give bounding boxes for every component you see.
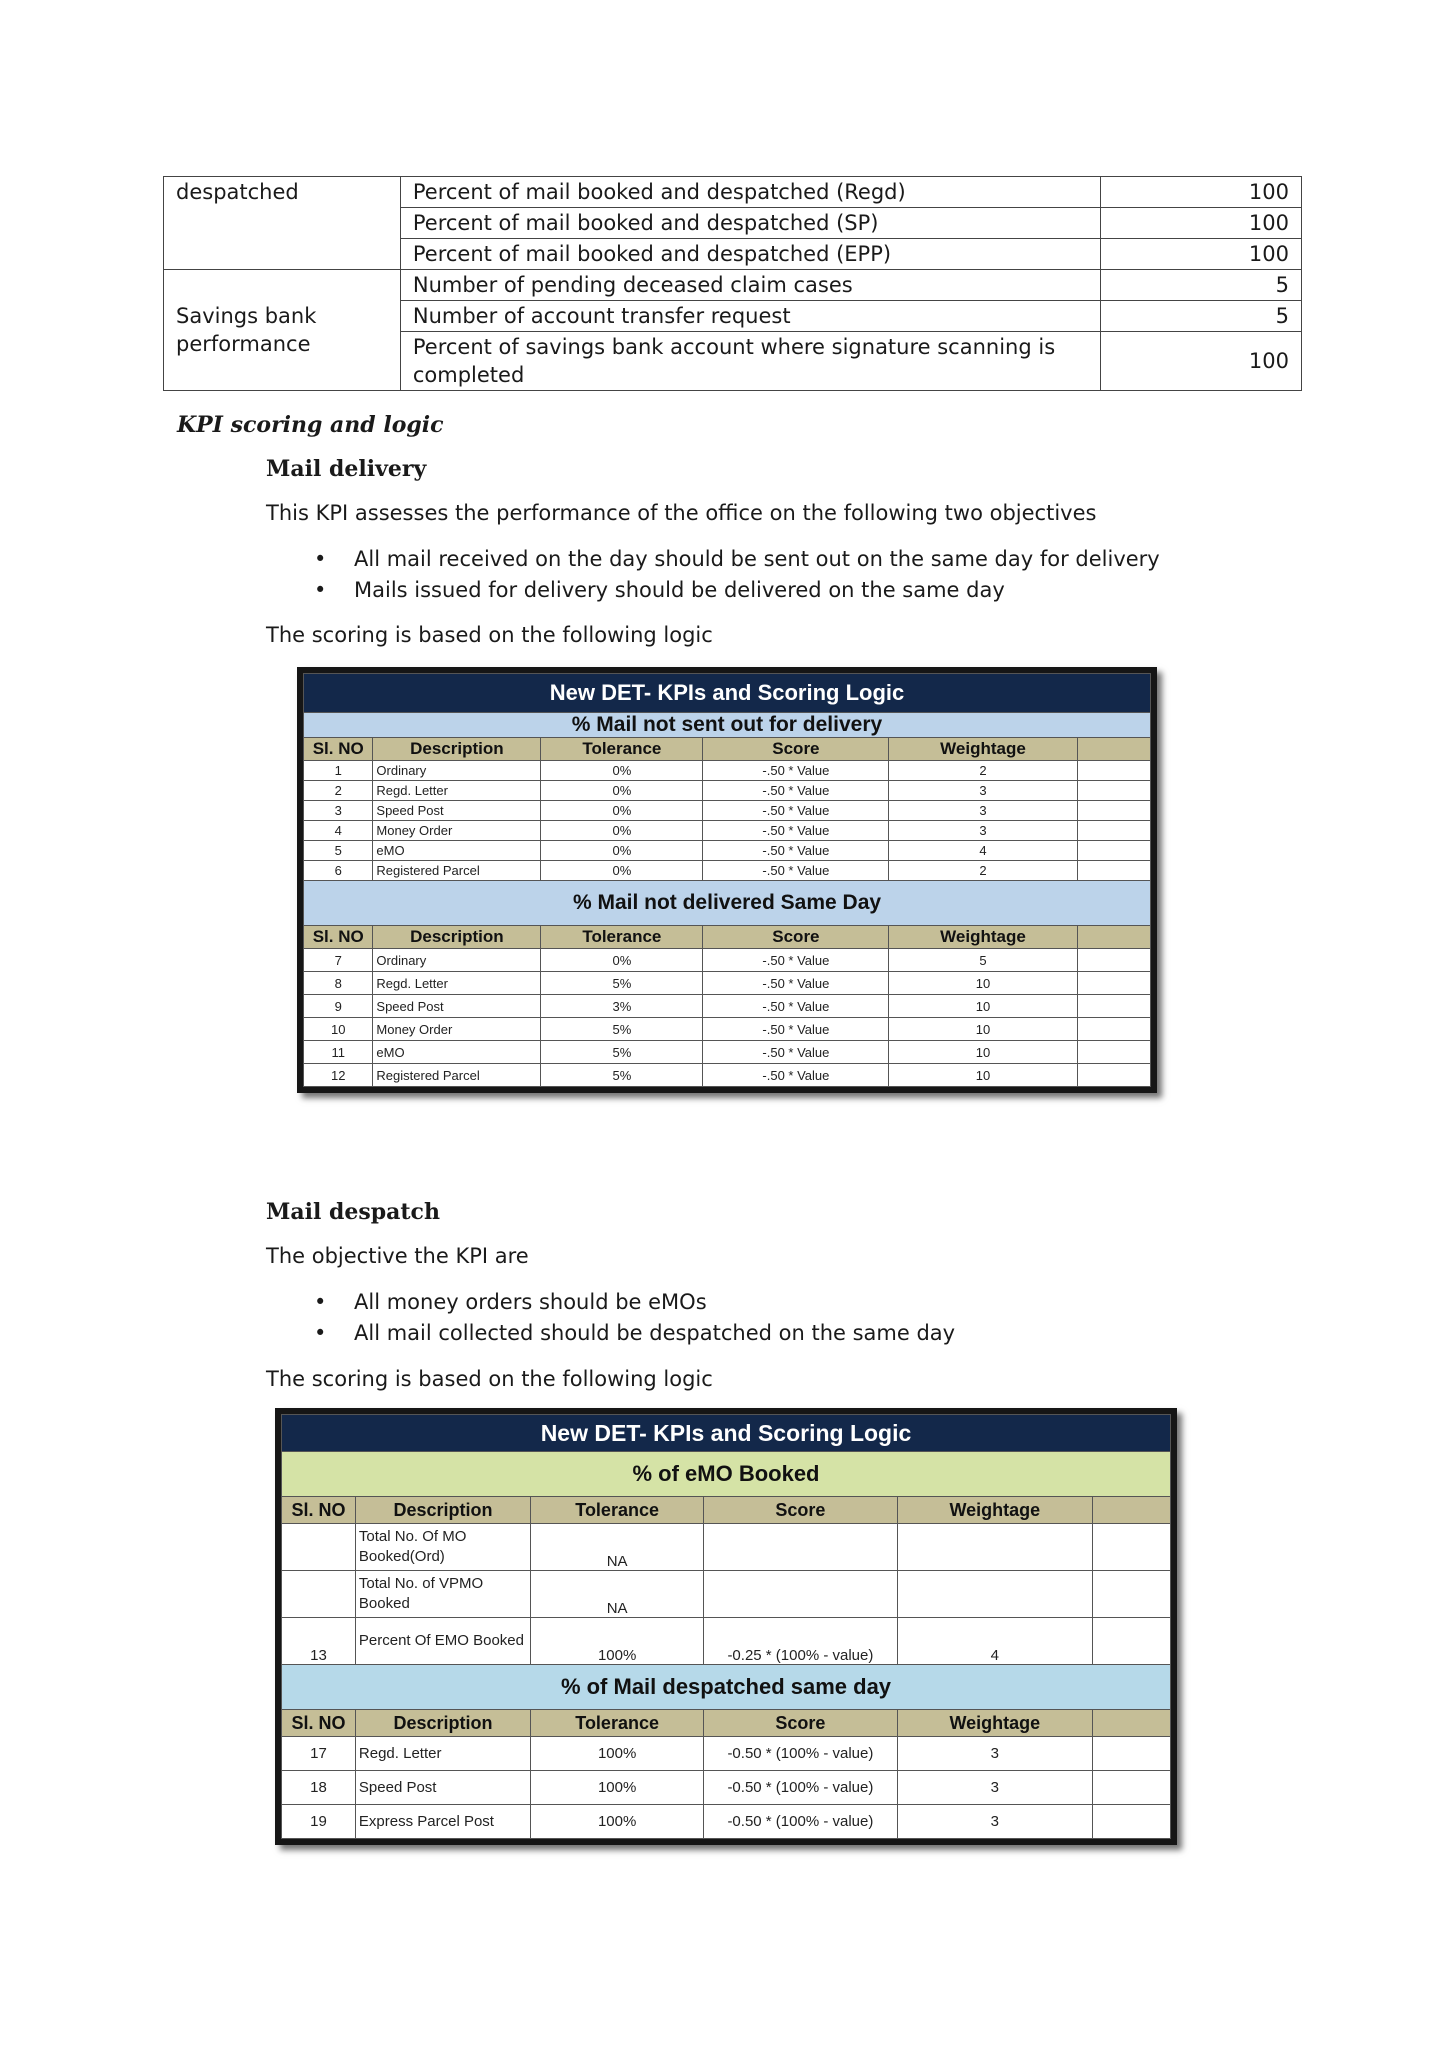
empty-cell (1093, 1524, 1171, 1571)
metric-cell: Percent of mail booked and despatched (SP) (400, 208, 1100, 239)
section-title: % of eMO Booked (282, 1452, 1171, 1497)
empty-cell (1093, 1771, 1171, 1805)
tolerance-cell: NA (531, 1524, 704, 1571)
mail-despatch-scoring-figure (275, 1408, 1177, 1845)
bullet-icon: • (314, 547, 327, 571)
description-cell: Registered Parcel (373, 861, 541, 881)
section-title: % of Mail despatched same day (282, 1665, 1171, 1710)
score-cell: -0.50 * (100% - value) (704, 1737, 897, 1771)
metric-cell: Number of pending deceased claim cases (400, 270, 1100, 301)
bullet-icon: • (314, 1321, 327, 1345)
category-cell: Savings bank performance (164, 270, 401, 391)
tolerance-cell: 0% (541, 841, 703, 861)
description-cell: Money Order (373, 821, 541, 841)
score-cell (704, 1571, 897, 1618)
mail-delivery-title: Mail delivery (266, 456, 427, 482)
value-cell: 100 (1100, 239, 1301, 270)
mail-despatch-intro: The objective the KPI are (266, 1244, 529, 1268)
weightage-cell: 3 (889, 821, 1077, 841)
table-row (304, 995, 1151, 1018)
column-header: Score (704, 1710, 897, 1737)
score-cell: -.50 * Value (703, 841, 889, 861)
column-header: Score (703, 738, 889, 761)
tolerance-cell: 5% (541, 1064, 703, 1087)
column-header: Weightage (897, 1497, 1092, 1524)
empty-cell (1077, 949, 1150, 972)
column-header: Weightage (889, 926, 1077, 949)
column-header: Sl. NO (304, 738, 373, 761)
tolerance-cell: 0% (541, 821, 703, 841)
column-header: Tolerance (531, 1497, 704, 1524)
empty-cell (1093, 1805, 1171, 1839)
empty-cell (1077, 841, 1150, 861)
table-row (304, 1064, 1151, 1087)
mail-delivery-scoring-figure (297, 667, 1157, 1093)
column-header: Description (373, 926, 541, 949)
score-cell: -.50 * Value (703, 861, 889, 881)
sl-no-cell: 10 (304, 1018, 373, 1041)
empty-header (1093, 1710, 1171, 1737)
weightage-cell: 10 (889, 995, 1077, 1018)
list-item (314, 1290, 707, 1314)
score-cell: -.50 * Value (703, 801, 889, 821)
sl-no-cell: 11 (304, 1041, 373, 1064)
sl-no-cell: 1 (304, 761, 373, 781)
sl-no-cell: 9 (304, 995, 373, 1018)
empty-cell (1093, 1737, 1171, 1771)
column-header: Weightage (889, 738, 1077, 761)
section-title: % Mail not delivered Same Day (304, 881, 1151, 926)
empty-header (1077, 926, 1150, 949)
score-cell: -0.50 * (100% - value) (704, 1771, 897, 1805)
mail-delivery-scoring-line: The scoring is based on the following logic (266, 623, 713, 647)
weightage-cell: 4 (897, 1618, 1092, 1665)
weightage-cell: 10 (889, 1018, 1077, 1041)
table-row (304, 1041, 1151, 1064)
category-cell: despatched (164, 177, 401, 270)
list-item (314, 578, 1005, 602)
table-row (304, 821, 1151, 841)
weightage-cell: 2 (889, 761, 1077, 781)
sl-no-cell: 13 (282, 1618, 356, 1665)
description-cell: Speed Post (355, 1771, 530, 1805)
description-cell: eMO (373, 841, 541, 861)
empty-header (1077, 738, 1150, 761)
table-row (164, 177, 1302, 208)
score-cell: -.50 * Value (703, 949, 889, 972)
column-header: Sl. NO (282, 1497, 356, 1524)
mail-despatch-scoring-line: The scoring is based on the following logic (266, 1367, 713, 1391)
column-header: Tolerance (541, 926, 703, 949)
score-cell: -.50 * Value (703, 995, 889, 1018)
sl-no-cell: 8 (304, 972, 373, 995)
figure-banner: New DET- KPIs and Scoring Logic (282, 1415, 1171, 1452)
table-row (282, 1524, 1171, 1571)
sl-no-cell: 5 (304, 841, 373, 861)
weightage-cell: 3 (897, 1805, 1092, 1839)
table-row (304, 781, 1151, 801)
description-cell: Speed Post (373, 995, 541, 1018)
metric-cell: Percent of mail booked and despatched (EPP) (400, 239, 1100, 270)
metric-cell: Percent of savings bank account where signature scanning is completed (400, 332, 1100, 391)
list-item (314, 547, 1160, 571)
description-cell: Regd. Letter (355, 1737, 530, 1771)
sl-no-cell: 7 (304, 949, 373, 972)
empty-cell (1077, 781, 1150, 801)
table-row (304, 841, 1151, 861)
empty-cell (1077, 761, 1150, 781)
tolerance-cell: 5% (541, 972, 703, 995)
empty-cell (1077, 1064, 1150, 1087)
bullet-text: All mail collected should be despatched on the same day (354, 1321, 956, 1345)
sl-no-cell: 3 (304, 801, 373, 821)
tolerance-cell: 5% (541, 1041, 703, 1064)
weightage-cell: 10 (889, 972, 1077, 995)
table-row (304, 801, 1151, 821)
weightage-cell: 2 (889, 861, 1077, 881)
weightage-cell: 3 (897, 1737, 1092, 1771)
weightage-cell: 3 (889, 781, 1077, 801)
table-row (282, 1737, 1171, 1771)
description-cell: Registered Parcel (373, 1064, 541, 1087)
description-cell: Regd. Letter (373, 972, 541, 995)
section-title: % Mail not sent out for delivery (304, 713, 1151, 738)
tolerance-cell: 0% (541, 949, 703, 972)
tolerance-cell: 100% (531, 1805, 704, 1839)
empty-cell (1077, 972, 1150, 995)
table-row (164, 270, 1302, 301)
description-cell: Ordinary (373, 761, 541, 781)
column-header: Tolerance (531, 1710, 704, 1737)
metric-cell: Number of account transfer request (400, 301, 1100, 332)
empty-cell (1077, 821, 1150, 841)
description-cell: Ordinary (373, 949, 541, 972)
tolerance-cell: 0% (541, 761, 703, 781)
column-header: Weightage (897, 1710, 1092, 1737)
score-cell: -.50 * Value (703, 1064, 889, 1087)
score-cell: -.50 * Value (703, 972, 889, 995)
column-header: Description (355, 1710, 530, 1737)
value-cell: 100 (1100, 177, 1301, 208)
sl-no-cell: 12 (304, 1064, 373, 1087)
table-row (304, 861, 1151, 881)
column-header: Sl. NO (282, 1710, 356, 1737)
column-header: Description (373, 738, 541, 761)
mail-despatch-title: Mail despatch (266, 1199, 440, 1225)
description-cell: Express Parcel Post (355, 1805, 530, 1839)
bullet-text: All money orders should be eMOs (354, 1290, 707, 1314)
score-cell: -0.50 * (100% - value) (704, 1805, 897, 1839)
empty-cell (1077, 1041, 1150, 1064)
tolerance-cell: 100% (531, 1618, 704, 1665)
sl-no-cell: 19 (282, 1805, 356, 1839)
empty-cell (1077, 801, 1150, 821)
sl-no-cell: 17 (282, 1737, 356, 1771)
score-cell: -.50 * Value (703, 1018, 889, 1041)
sl-no-cell: 2 (304, 781, 373, 801)
weightage-cell (897, 1571, 1092, 1618)
description-cell: eMO (373, 1041, 541, 1064)
table-row (282, 1571, 1171, 1618)
weightage-cell: 3 (889, 801, 1077, 821)
list-item (314, 1321, 956, 1345)
bullet-icon: • (314, 1290, 327, 1314)
tolerance-cell: 100% (531, 1737, 704, 1771)
score-cell: -0.25 * (100% - value) (704, 1618, 897, 1665)
weightage-cell: 10 (889, 1041, 1077, 1064)
score-cell: -.50 * Value (703, 761, 889, 781)
column-header: Sl. NO (304, 926, 373, 949)
description-cell: Speed Post (373, 801, 541, 821)
table-row (304, 1018, 1151, 1041)
description-cell: Regd. Letter (373, 781, 541, 801)
weightage-cell: 4 (889, 841, 1077, 861)
column-header: Description (355, 1497, 530, 1524)
tolerance-cell: 0% (541, 801, 703, 821)
table-row (304, 761, 1151, 781)
section-heading: KPI scoring and logic (177, 412, 444, 438)
empty-cell (1077, 1018, 1150, 1041)
description-cell: Money Order (373, 1018, 541, 1041)
description-cell: Percent Of EMO Booked (355, 1618, 530, 1665)
empty-cell (1077, 861, 1150, 881)
empty-cell (1077, 995, 1150, 1018)
tolerance-cell: 5% (541, 1018, 703, 1041)
weightage-cell: 10 (889, 1064, 1077, 1087)
metric-cell: Percent of mail booked and despatched (Regd) (400, 177, 1100, 208)
figure-banner: New DET- KPIs and Scoring Logic (304, 674, 1151, 713)
table-row (282, 1805, 1171, 1839)
tolerance-cell: 3% (541, 995, 703, 1018)
tolerance-cell: 0% (541, 781, 703, 801)
bullet-text: All mail received on the day should be sent out on the same day for delivery (354, 547, 1160, 571)
sl-no-cell: 6 (304, 861, 373, 881)
mail-delivery-intro: This KPI assesses the performance of the office on the following two objectives (266, 501, 1097, 525)
score-cell: -.50 * Value (703, 821, 889, 841)
empty-cell (1093, 1571, 1171, 1618)
sl-no-cell: 4 (304, 821, 373, 841)
weightage-cell: 3 (897, 1771, 1092, 1805)
tolerance-cell: 100% (531, 1771, 704, 1805)
score-cell: -.50 * Value (703, 1041, 889, 1064)
table-row (282, 1771, 1171, 1805)
value-cell: 5 (1100, 270, 1301, 301)
description-cell: Total No. Of MO Booked(Ord) (355, 1524, 530, 1571)
kpi-targets-table (163, 176, 1302, 391)
column-header: Score (704, 1497, 897, 1524)
value-cell: 100 (1100, 332, 1301, 391)
description-cell: Total No. of VPMO Booked (355, 1571, 530, 1618)
empty-cell (1093, 1618, 1171, 1665)
weightage-cell (897, 1524, 1092, 1571)
score-cell: -.50 * Value (703, 781, 889, 801)
tolerance-cell: 0% (541, 861, 703, 881)
table-row (304, 949, 1151, 972)
column-header: Score (703, 926, 889, 949)
sl-no-cell: 18 (282, 1771, 356, 1805)
column-header: Tolerance (541, 738, 703, 761)
score-cell (704, 1524, 897, 1571)
value-cell: 5 (1100, 301, 1301, 332)
table-row (282, 1618, 1171, 1665)
table-row (304, 972, 1151, 995)
bullet-icon: • (314, 578, 327, 602)
weightage-cell: 5 (889, 949, 1077, 972)
empty-header (1093, 1497, 1171, 1524)
sl-no-cell (282, 1524, 356, 1571)
value-cell: 100 (1100, 208, 1301, 239)
bullet-text: Mails issued for delivery should be delivered on the same day (354, 578, 1005, 602)
sl-no-cell (282, 1571, 356, 1618)
tolerance-cell: NA (531, 1571, 704, 1618)
